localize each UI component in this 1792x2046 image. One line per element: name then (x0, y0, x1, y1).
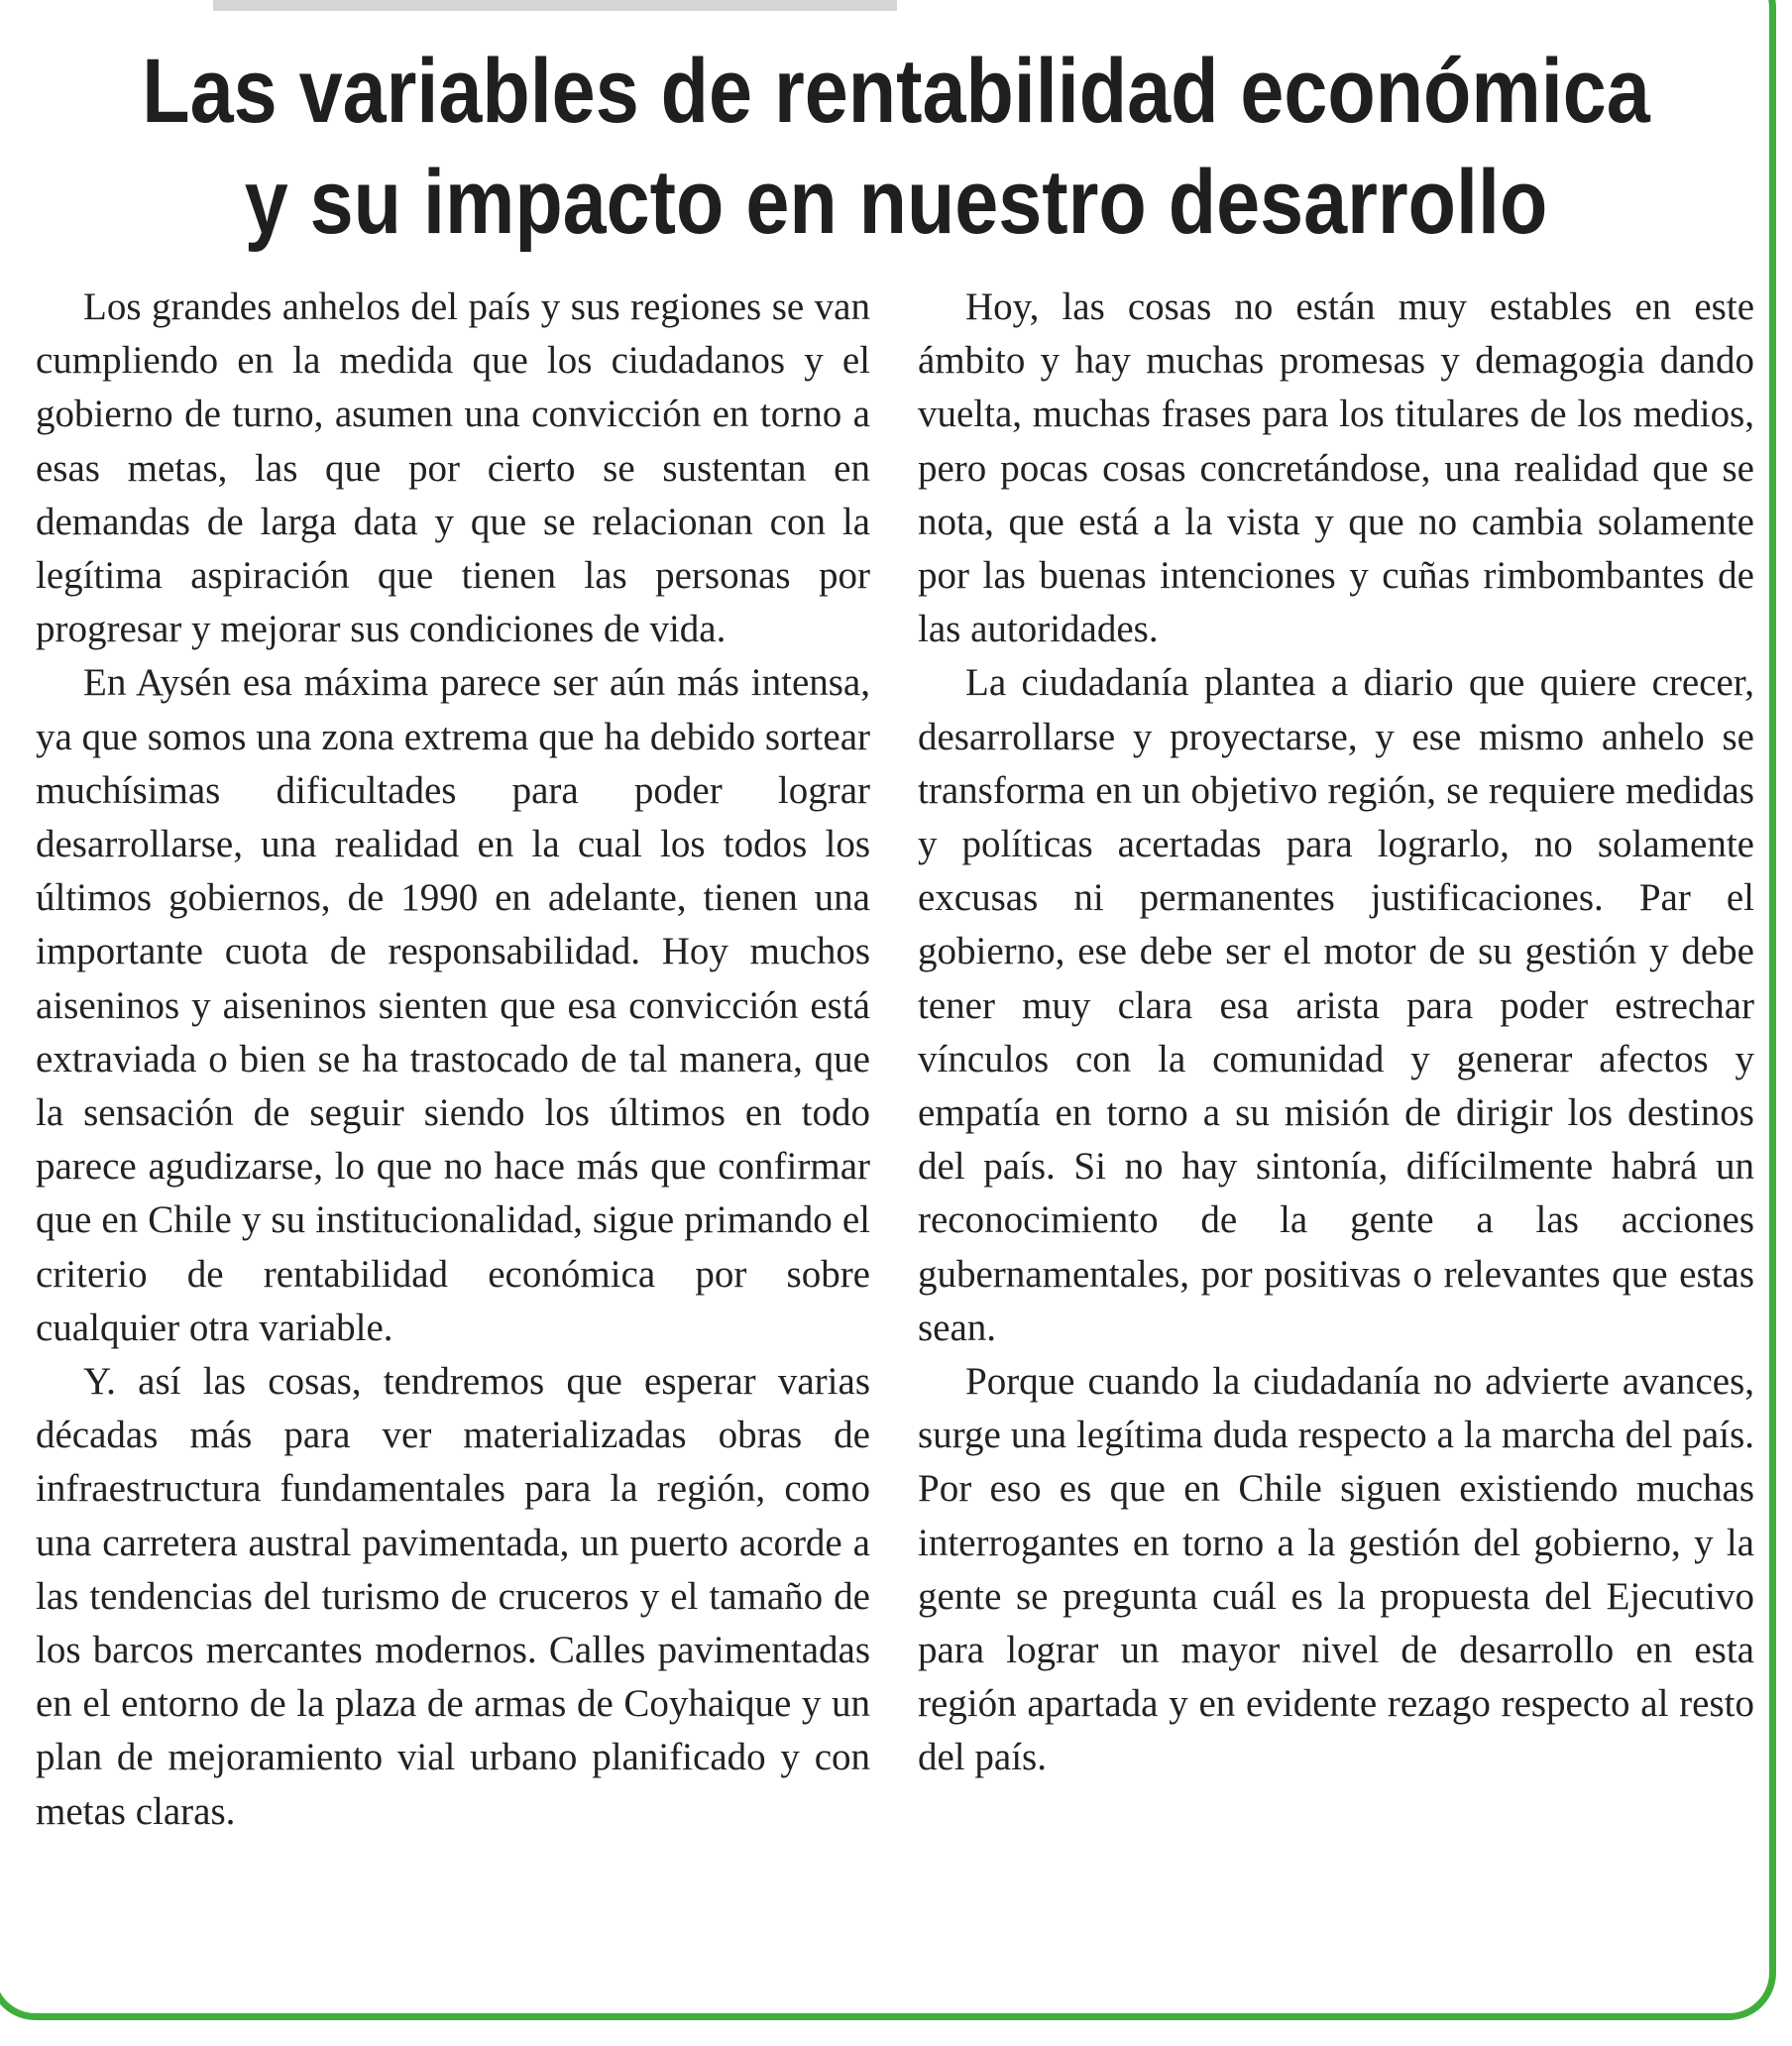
paragraph: Porque cuando la ciudadanía no advierte avances, surge una legítima duda respecto a la marcha del país. Por eso es que en Chile siguen existiendo muchas interrogantes en torno a la gestión del gobierno, y la gente se pregunta cuál es la propuesta del Ejecutivo para lograr un mayor nivel de desarrollo en esta región apartada y en evidente rezago respecto al resto del país. (918, 1360, 1754, 1779)
paragraph: Y. así las cosas, tendremos que esperar varias décadas más para ver materializadas obras de infraestructura fundamentales para la región, como una carretera austral pavimentada, un puerto acorde a las tendencias del turismo de cruceros y el tamaño de los barcos mercantes modernos. Calles pavimentadas en el entorno de la plaza de armas de Coyhaique y un plan de mejoramiento vial urbano planificado y con metas claras. (36, 1360, 870, 1833)
article-title-line-2: y su impacto en nuestro desarrollo (244, 152, 1548, 253)
article-title (126, 36, 1667, 258)
article-title-line-1: Las variables de rentabilidad económica (142, 41, 1650, 142)
paragraph: La ciudadanía plantea a diario que quiere crecer, desarrollarse y proyectarse, y ese mismo anhelo se transforma en un objetivo región, se requiere medidas y políticas acertadas para lograrlo, no solamente excusas ni permanentes justificaciones. Par el gobierno, ese debe ser el motor de su gestión y debe tener muy clara esa arista para poder estrechar vínculos con la comunidad y generar afectos y empatía en torno a su misión de dirigir los destinos del país. Si no hay sintonía, difícilmente habrá un reconocimiento de la gente a las acciones gubernamentales, por positivas o relevantes que estas sean. (918, 661, 1754, 1349)
article-column-right (918, 281, 1754, 1785)
paragraph: Hoy, las cosas no están muy estables en este ámbito y hay muchas promesas y demagogia dando vuelta, muchas frases para los titulares de los medios, pero pocas cosas concretándose, una realidad que se nota, que está a la vista y que no cambia solamente por las buenas intenciones y cuñas rimbombantes de las autoridades. (918, 285, 1754, 651)
cropped-header-strip (213, 0, 897, 11)
paragraph: Los grandes anhelos del país y sus regiones se van cumpliendo en la medida que los ciudadanos y el gobierno de turno, asumen una convicción en torno a esas metas, las que por cierto se sustentan en demandas de larga data y que se relacionan con la legítima aspiración que tienen las personas por progresar y mejorar sus condiciones de vida. (36, 285, 870, 651)
paragraph: En Aysén esa máxima parece ser aún más intensa, ya que somos una zona extrema que ha debido sortear muchísimas dificultades para poder lograr desarrollarse, una realidad en la cual los todos los últimos gobiernos, de 1990 en adelante, tienen una importante cuota de responsabilidad. Hoy muchos aiseninos y aiseninos sienten que esa convicción está extraviada o bien se ha trastocado de tal manera, que la sensación de seguir siendo los últimos en todo parece agudizarse, lo que no hace más que confirmar que en Chile y su institucionalidad, sigue primando el criterio de rentabilidad económica por sobre cualquier otra variable. (36, 661, 870, 1349)
article-column-left (36, 281, 870, 1839)
